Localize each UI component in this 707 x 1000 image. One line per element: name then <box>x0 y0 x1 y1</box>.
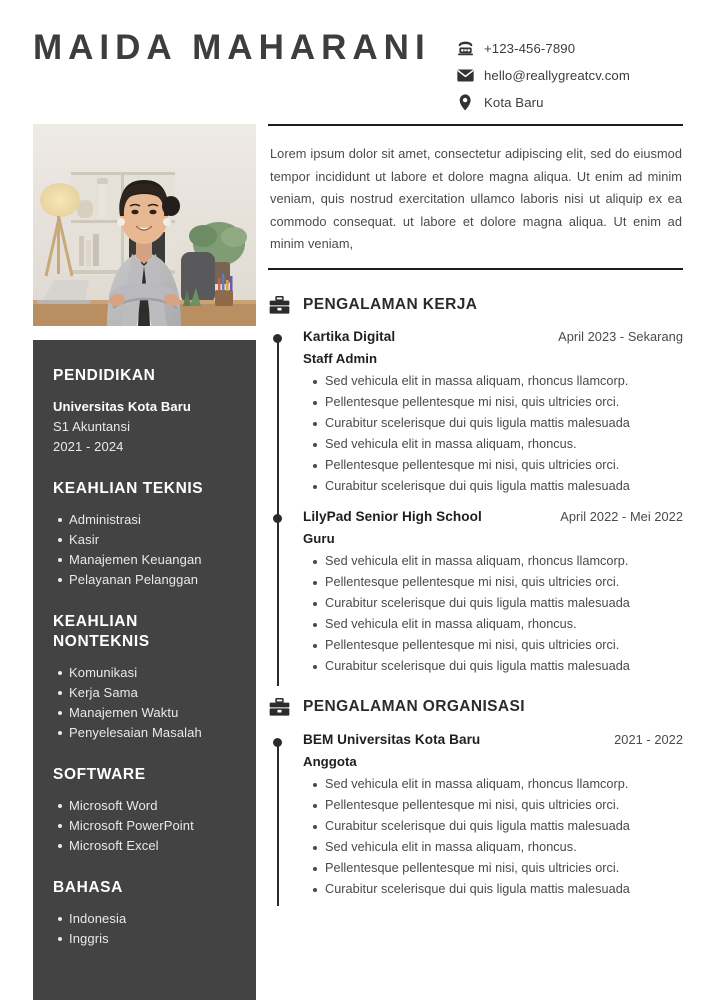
list-item: Curabitur scelerisque dui quis ligula mattis malesuada <box>325 656 683 677</box>
profile-photo <box>33 124 256 326</box>
experience-role: Staff Admin <box>303 351 378 366</box>
list-item: Kerja Sama <box>69 683 238 703</box>
organization-date: 2021 - 2022 <box>614 732 683 747</box>
list-item: Pelayanan Pelanggan <box>69 570 238 590</box>
list-item: Microsoft Word <box>69 796 238 816</box>
languages-list <box>53 909 238 949</box>
list-item: Curabitur scelerisque dui quis ligula mattis malesuada <box>325 816 683 837</box>
technical-skills-list <box>53 510 238 590</box>
list-item: Penyelesaian Masalah <box>69 723 238 743</box>
list-item: Indonesia <box>69 909 238 929</box>
list-item: Curabitur scelerisque dui quis ligula mattis malesuada <box>325 593 683 614</box>
list-item: Manajemen Keuangan <box>69 550 238 570</box>
divider-top <box>268 124 683 126</box>
list-item: Curabitur scelerisque dui quis ligula mattis malesuada <box>325 879 683 900</box>
list-item: Pellentesque pellentesque mi nisi, quis ultricies orci. <box>325 858 683 879</box>
experience-entry-header <box>303 329 683 348</box>
sidebar-heading-education: PENDIDIKAN <box>53 367 156 384</box>
organization-role: Anggota <box>303 754 357 769</box>
section-header-organization-experience <box>268 695 525 719</box>
list-item: Curabitur scelerisque dui quis ligula mattis malesuada <box>325 476 683 497</box>
section-header-work-experience <box>268 293 477 317</box>
organization-entry-header <box>303 732 683 751</box>
list-item: Pellentesque pellentesque mi nisi, quis ultricies orci. <box>325 572 683 593</box>
experience-bullets <box>303 371 683 497</box>
divider-bottom <box>268 268 683 270</box>
education-years: 2021 - 2024 <box>53 439 124 454</box>
experience-entry-header <box>303 509 683 528</box>
timeline-dot <box>273 514 282 523</box>
experience-date: April 2023 - Sekarang <box>558 329 683 344</box>
list-item: Pellentesque pellentesque mi nisi, quis ultricies orci. <box>325 795 683 816</box>
list-item: Pellentesque pellentesque mi nisi, quis ultricies orci. <box>325 455 683 476</box>
list-item: Microsoft Excel <box>69 836 238 856</box>
sidebar <box>33 340 256 1000</box>
nontechnical-skills-list <box>53 663 238 743</box>
experience-role: Guru <box>303 531 335 546</box>
page-title: MAIDA MAHARANI <box>33 28 431 67</box>
briefcase-icon <box>268 295 290 315</box>
list-item: Kasir <box>69 530 238 550</box>
profile-summary: Lorem ipsum dolor sit amet, consectetur adipiscing elit, sed do eiusmod tempor incididunt ut labore et dolore magna aliqua. Ut enim ad minim veniam, quis nostrud exercitation ullamco laboris nisi ut aliquip ex ea commodo consequat. ut labore et dolore magna aliqua. Ut enim ad minim veniam, <box>270 146 682 251</box>
experience-organization: LilyPad Senior High School <box>303 509 482 524</box>
experience-organization: Kartika Digital <box>303 329 396 344</box>
profile-photo-illustration <box>33 124 256 326</box>
experience-entry <box>303 329 683 497</box>
sidebar-heading-software: SOFTWARE <box>53 766 146 783</box>
list-item: Sed vehicula elit in massa aliquam, rhoncus. <box>325 434 683 455</box>
experience-bullets <box>303 551 683 677</box>
sidebar-heading-languages: BAHASA <box>53 879 123 896</box>
list-item: Sed vehicula elit in massa aliquam, rhoncus. <box>325 837 683 858</box>
main-column <box>268 0 683 1000</box>
sidebar-heading-technical-skills: KEAHLIAN TEKNIS <box>53 480 204 497</box>
list-item: Administrasi <box>69 510 238 530</box>
timeline-dot <box>273 334 282 343</box>
education-degree: S1 Akuntansi <box>53 419 131 434</box>
list-item: Komunikasi <box>69 663 238 683</box>
experience-date: April 2022 - Mei 2022 <box>560 509 683 524</box>
education-school: Universitas Kota Baru <box>53 399 191 414</box>
list-item: Manajemen Waktu <box>69 703 238 723</box>
experience-entry <box>303 509 683 677</box>
section-title: PENGALAMAN ORGANISASI <box>303 698 525 715</box>
list-item: Sed vehicula elit in massa aliquam, rhoncus llamcorp. <box>325 371 683 392</box>
list-item: Microsoft PowerPoint <box>69 816 238 836</box>
section-title: PENGALAMAN KERJA <box>303 296 478 313</box>
list-item: Pellentesque pellentesque mi nisi, quis ultricies orci. <box>325 635 683 656</box>
briefcase-icon <box>268 697 290 717</box>
organization-bullets <box>303 774 683 900</box>
sidebar-heading-nontechnical-skills: KEAHLIAN NONTEKNIS <box>53 613 150 650</box>
timeline-line-organization <box>277 746 279 906</box>
organization-entry <box>303 732 683 900</box>
list-item: Sed vehicula elit in massa aliquam, rhoncus llamcorp. <box>325 551 683 572</box>
software-list <box>53 796 238 856</box>
list-item: Pellentesque pellentesque mi nisi, quis ultricies orci. <box>325 392 683 413</box>
timeline-dot <box>273 738 282 747</box>
list-item: Sed vehicula elit in massa aliquam, rhoncus. <box>325 614 683 635</box>
list-item: Curabitur scelerisque dui quis ligula mattis malesuada <box>325 413 683 434</box>
email-text: hello@reallygreatcv.com <box>484 67 630 83</box>
organization-name: BEM Universitas Kota Baru <box>303 732 481 747</box>
list-item: Inggris <box>69 929 238 949</box>
list-item: Sed vehicula elit in massa aliquam, rhoncus llamcorp. <box>325 774 683 795</box>
location-text: Kota Baru <box>484 94 544 110</box>
phone-text: +123-456-7890 <box>484 40 576 56</box>
